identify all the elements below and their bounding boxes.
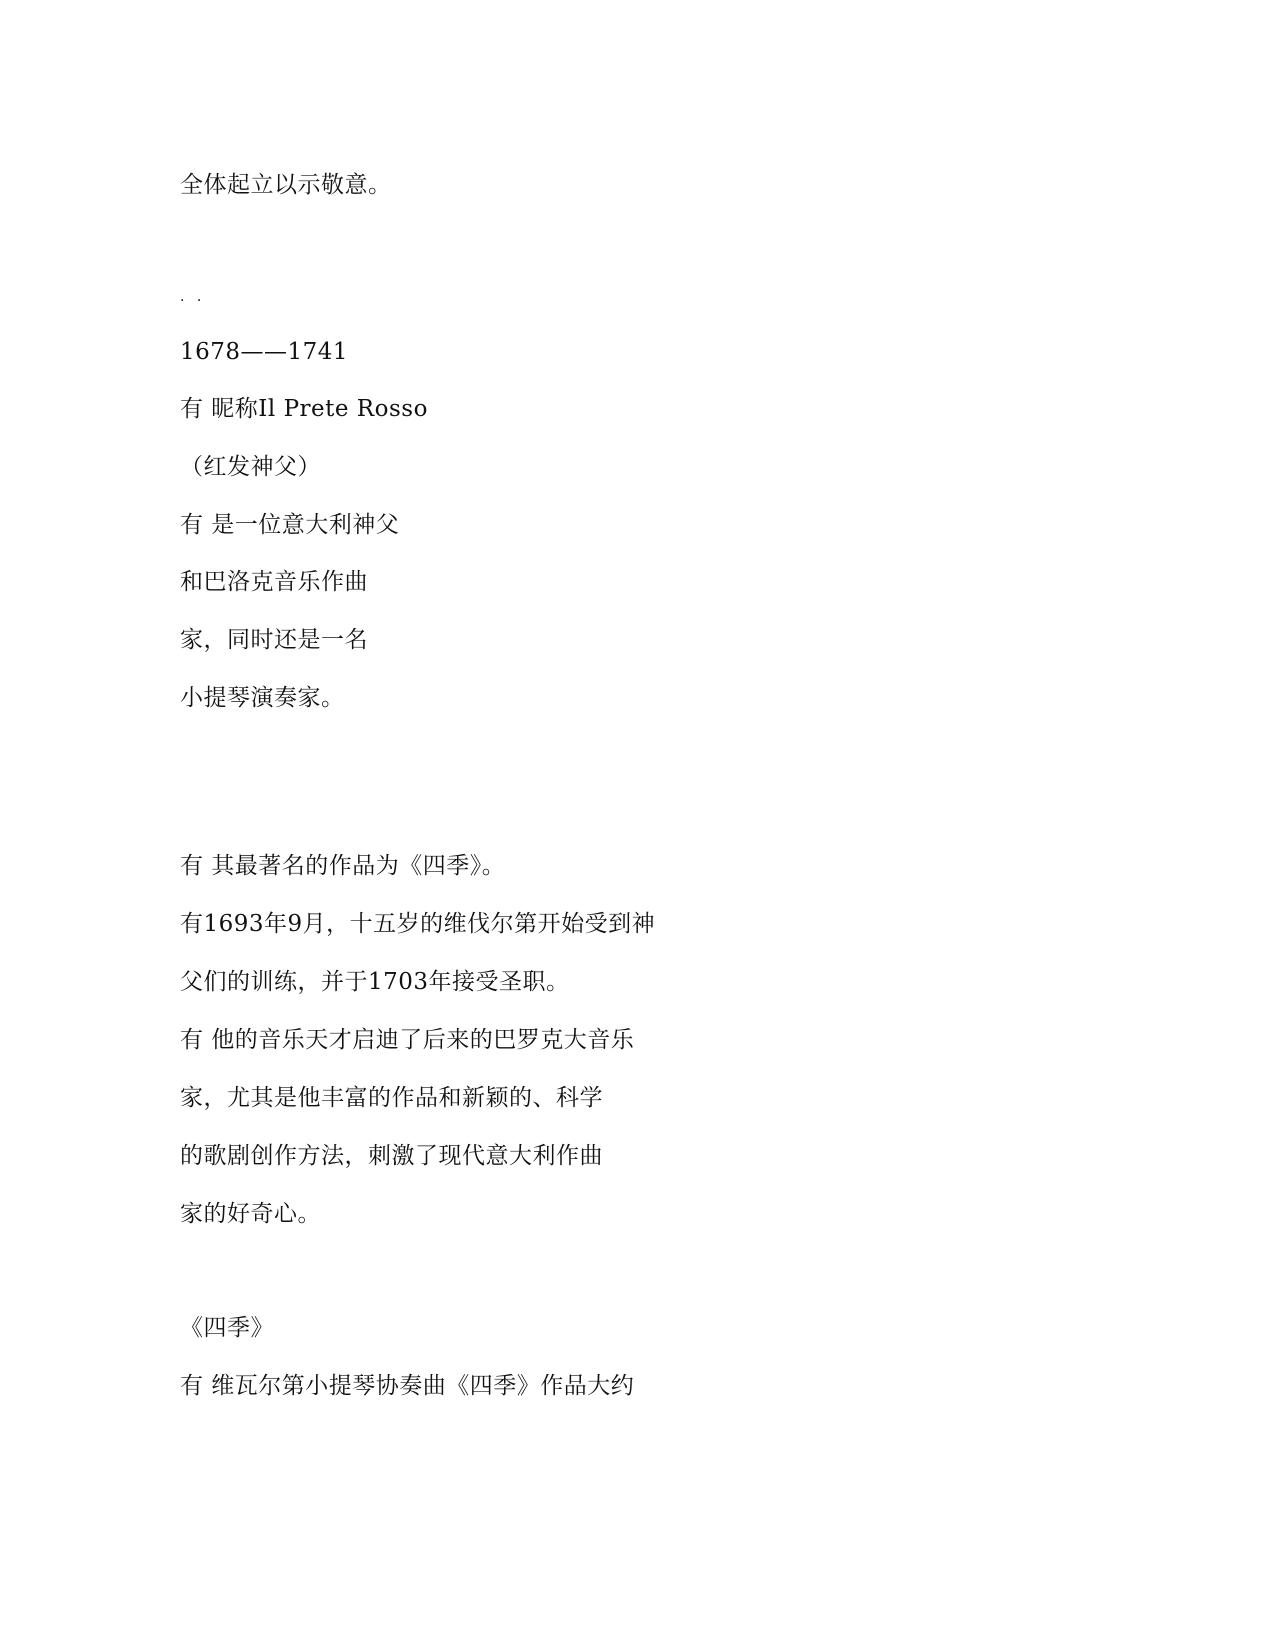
section-heading-four-seasons: 《四季》 bbox=[180, 1315, 274, 1341]
text-line-also: 家，同时还是一名 bbox=[180, 627, 368, 653]
text-line-concerto: 有 维瓦尔第小提琴协奏曲《四季》作品大约 bbox=[180, 1373, 635, 1399]
text-line-opera: 的歌剧创作方法，刺激了现代意大利作曲 bbox=[180, 1143, 603, 1169]
text-line-1693: 有1693年9月，十五岁的维伐尔第开始受到神 bbox=[180, 911, 656, 937]
text-line-dots: . . bbox=[180, 289, 206, 305]
text-line-italian-priest: 有 是一位意大利神父 bbox=[180, 512, 400, 538]
text-line-respect: 全体起立以示敬意。 bbox=[180, 172, 392, 198]
text-line-curiosity: 家的好奇心。 bbox=[180, 1201, 321, 1227]
text-line-years: 1678——1741 bbox=[180, 339, 349, 365]
text-line-red-priest: （红发神父） bbox=[180, 454, 321, 480]
text-line-ordination: 父们的训练，并于1703年接受圣职。 bbox=[180, 969, 570, 995]
text-line-works: 家，尤其是他丰富的作品和新颖的、科学 bbox=[180, 1085, 603, 1111]
text-line-genius: 有 他的音乐天才启迪了后来的巴罗克大音乐 bbox=[180, 1027, 635, 1053]
text-line-nickname: 有 昵称Il Prete Rosso bbox=[180, 396, 428, 422]
text-line-violinist: 小提琴演奏家。 bbox=[180, 685, 345, 711]
text-line-baroque-composer: 和巴洛克音乐作曲 bbox=[180, 569, 368, 595]
text-line-famous-work: 有 其最著名的作品为《四季》。 bbox=[180, 853, 506, 879]
